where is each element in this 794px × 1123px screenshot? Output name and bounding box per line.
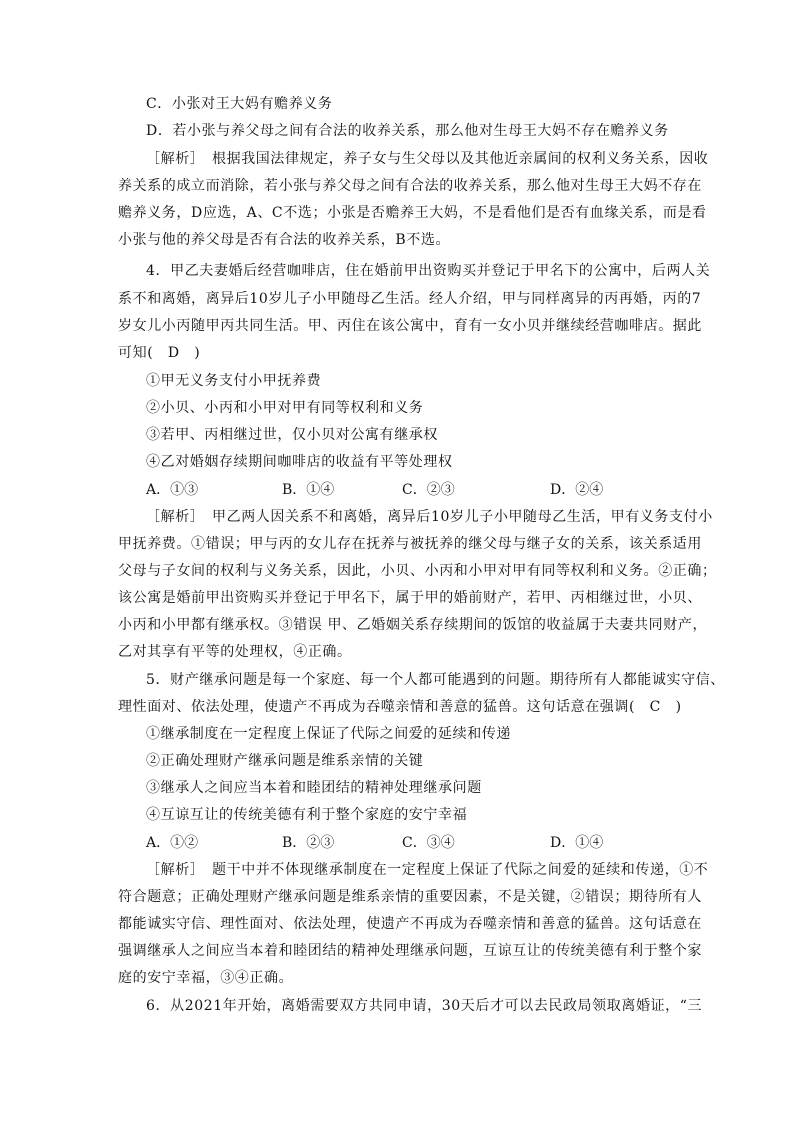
analysis-q3-line-1: ［解析］ 根据我国法律规定，养子女与生父母以及其他近亲属间的权利义务关系，因收 [146,151,709,167]
q5-option-c: C．③④ [402,835,455,851]
analysis-q5-line-4: 强调继承人之间应当本着和睦团结的精神处理继承问题，互谅互让的传统美德有利于整个家 [118,943,702,959]
q5-statement-1: ①继承制度在一定程度上保证了代际之间爱的延续和传递 [146,726,511,742]
analysis-q5-line-1: ［解析］ 题干中并不体现继承制度在一定程度上保证了代际之间爱的延续和传递，①不 [146,862,709,878]
q5-statement-3: ③继承人之间应当本着和睦团结的精神处理继承问题 [146,780,482,796]
q4-option-b: B．①④ [282,482,335,498]
analysis-q3-line-4: 小张与他的养父母是否有合法的收养关系，B不选。 [118,232,451,248]
option-c-q3: C．小张对王大妈有赡养义务 [146,96,333,112]
q5-option-d: D．①④ [550,835,604,851]
analysis-q4-line-3: 父母与子女间的权利与义务关系，因此，小贝、小丙和小甲对甲有同等权利和义务。②正确； [118,563,717,579]
question-4-line-1: 4．甲乙夫妻婚后经营咖啡店，住在婚前甲出资购买并登记于甲名下的公寓中，后两人关 [146,263,711,279]
option-d-q3: D．若小张与养父母之间有合法的收养关系，那么他对生母王大妈不存在赡养义务 [146,123,669,139]
question-4-line-3: 岁女儿小丙随甲丙共同生活。甲、丙住在该公寓中，育有一女小贝并继续经营咖啡店。据此 [118,318,702,334]
question-5-line-1: 5．财产继承问题是每一个家庭、每一个人都可能遇到的问题。期待所有人都能诚实守信、 [146,672,725,688]
analysis-q5-line-3: 都能诚实守信、理性面对、依法处理，使遗产不再成为吞噬亲情和善意的猛兽。这句话意在 [118,916,702,932]
analysis-q4-line-4: 该公寓是婚前甲出资购买并登记于甲名下，属于甲的婚前财产，若甲、丙相继过世，小贝、 [118,590,702,606]
q4-statement-2: ②小贝、小丙和小甲对甲有同等权利和义务 [146,400,424,416]
question-4-line-4: 可知( D ) [118,345,201,361]
analysis-q5-line-5: 庭的安宁幸福，③④正确。 [118,970,294,986]
q4-statement-1: ①甲无义务支付小甲抚养费 [146,373,322,389]
q5-option-b: B．②③ [282,835,335,851]
q4-statement-3: ③若甲、丙相继过世，仅小贝对公寓有继承权 [146,427,438,443]
question-5-line-2: 理性面对、依法处理，使遗产不再成为吞噬亲情和善意的猛兽。这句话意在强调( C ) [118,699,682,715]
q4-statement-4: ④乙对婚姻存续期间咖啡店的收益有平等处理权 [146,454,453,470]
q4-option-c: C．②③ [402,482,455,498]
q4-option-d: D．②④ [550,482,604,498]
analysis-q3-line-2: 养关系的成立而消除，若小张与养父母之间有合法的收养关系，那么他对生母王大妈不存在 [118,178,702,194]
analysis-q5-line-2: 符合题意；正确处理财产继承问题是维系亲情的重要因素，不是关键，②错误；期待所有人 [118,889,702,905]
question-4-line-2: 系不和离婚，离异后10岁儿子小甲随母乙生活。经人介绍，甲与同样离异的丙再婚，丙的7 [118,291,702,307]
q5-statement-4: ④互谅互让的传统美德有利于整个家庭的安宁幸福 [146,807,468,823]
analysis-q4-line-2: 甲抚养费。①错误；甲与丙的女儿存在抚养与被抚养的继父母与继子女的关系，该关系适用 [118,536,702,552]
q5-option-a: A．①② [146,835,199,851]
q5-statement-2: ②正确处理财产继承问题是维系亲情的关键 [146,753,424,769]
analysis-q4-line-5: 小丙和小甲都有继承权。③错误 甲、乙婚姻关系存续期间的饭馆的收益属于夫妻共同财产， [118,617,708,633]
analysis-q4-line-1: ［解析］ 甲乙两人因关系不和离婚，离异后10岁儿子小甲随母乙生活，甲有义务支付小 [146,509,713,525]
q4-option-a: A．①③ [146,482,199,498]
question-6-line-1: 6．从2021年开始，离婚需要双方共同申请，30天后才可以去民政局领取离婚证，“三 [146,998,703,1014]
analysis-q4-line-6: 乙对其享有平等的处理权，④正确。 [118,644,352,660]
analysis-q3-line-3: 赡养义务，D应选，A、C不选；小张是否赡养王大妈，不是看他们是否有血缘关系，而是看 [118,205,707,221]
